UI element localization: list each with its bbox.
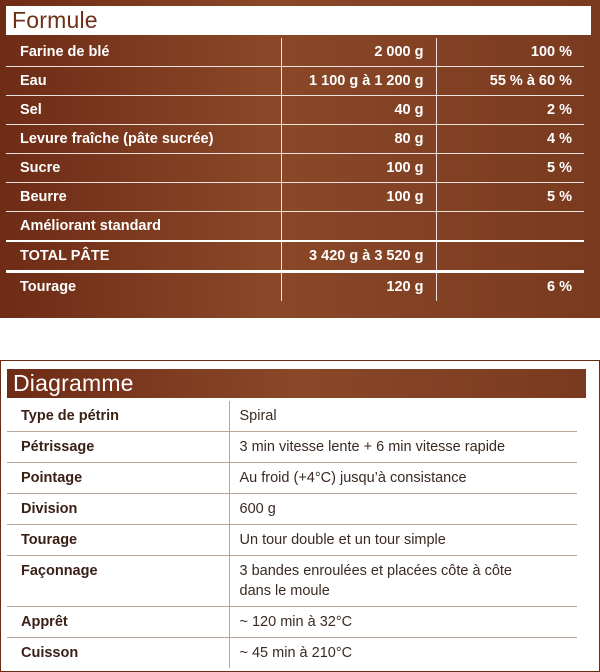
step-value: Spiral: [229, 401, 577, 432]
table-row: [6, 272, 584, 302]
step-label: Tourage: [7, 525, 229, 556]
table-row: [6, 154, 584, 183]
step-label: Division: [7, 494, 229, 525]
table-row: [6, 125, 584, 154]
ingredient-cell: Eau: [6, 67, 281, 96]
percent-cell: 100 %: [436, 38, 584, 67]
table-row: [6, 67, 584, 96]
percent-cell: 5 %: [436, 154, 584, 183]
table-row: [6, 183, 584, 212]
formule-title-bar: [6, 6, 591, 35]
total-quantity: 3 420 g à 3 520 g: [281, 241, 436, 272]
table-row: [6, 212, 584, 242]
step-label: Cuisson: [21, 645, 79, 661]
step-value-line: dans le moule: [239, 583, 330, 599]
formule-table: [6, 38, 584, 301]
quantity-cell: 80 g: [281, 125, 436, 154]
table-row: [7, 494, 577, 525]
ingredient-cell: Tourage: [20, 279, 77, 295]
quantity-cell: 120 g: [281, 272, 436, 302]
table-row: [6, 38, 584, 67]
ingredient-cell: Sel: [6, 96, 281, 125]
diagramme-table: [7, 401, 577, 668]
ingredient-cell: Sucre: [6, 154, 281, 183]
step-label: Type de pétrin: [7, 401, 229, 432]
diagramme-title: Diagramme: [13, 370, 134, 396]
percent-cell: [436, 212, 584, 242]
quantity-cell: 2 000 g: [281, 38, 436, 67]
quantity-cell: 1 100 g à 1 200 g: [281, 67, 436, 96]
quantity-cell: [281, 212, 436, 242]
step-value-line: 3 bandes enroulées et placées côte à côte: [239, 563, 512, 579]
step-value: Au froid (+4°C) jusqu’à consistance: [229, 463, 577, 494]
table-row: [6, 96, 584, 125]
total-label: TOTAL PÂTE: [6, 241, 281, 272]
step-label: Apprêt: [7, 607, 229, 638]
formule-card: [0, 0, 600, 318]
table-row: [7, 525, 577, 556]
total-row: [6, 241, 584, 272]
table-row: [7, 432, 577, 463]
formule-title: Formule: [12, 7, 98, 33]
step-label: Pointage: [7, 463, 229, 494]
percent-cell: 55 % à 60 %: [436, 67, 584, 96]
table-row: [7, 638, 577, 669]
ingredient-cell: Levure fraîche (pâte sucrée): [6, 125, 281, 154]
percent-cell: 5 %: [436, 183, 584, 212]
percent-cell: 6 %: [436, 272, 584, 302]
table-row: [7, 463, 577, 494]
step-value: ~ 120 min à 32°C: [229, 607, 577, 638]
table-row: [7, 556, 577, 607]
percent-cell: 4 %: [436, 125, 584, 154]
step-value: [229, 556, 577, 607]
step-value: Un tour double et un tour simple: [229, 525, 577, 556]
ingredient-cell: Améliorant standard: [6, 212, 281, 242]
step-value: ~ 45 min à 210°C: [229, 638, 577, 669]
step-value: 600 g: [229, 494, 577, 525]
table-row: [7, 401, 577, 432]
step-value: 3 min vitesse lente + 6 min vitesse rapide: [229, 432, 577, 463]
total-percent: [436, 241, 584, 272]
step-label: Façonnage: [7, 556, 229, 607]
table-row: [7, 607, 577, 638]
quantity-cell: 100 g: [281, 154, 436, 183]
quantity-cell: 40 g: [281, 96, 436, 125]
ingredient-cell: Beurre: [6, 183, 281, 212]
quantity-cell: 100 g: [281, 183, 436, 212]
step-label: Pétrissage: [7, 432, 229, 463]
diagramme-card: [0, 360, 600, 672]
diagramme-title-bar: [7, 369, 586, 398]
ingredient-cell: Farine de blé: [6, 38, 281, 67]
percent-cell: 2 %: [436, 96, 584, 125]
